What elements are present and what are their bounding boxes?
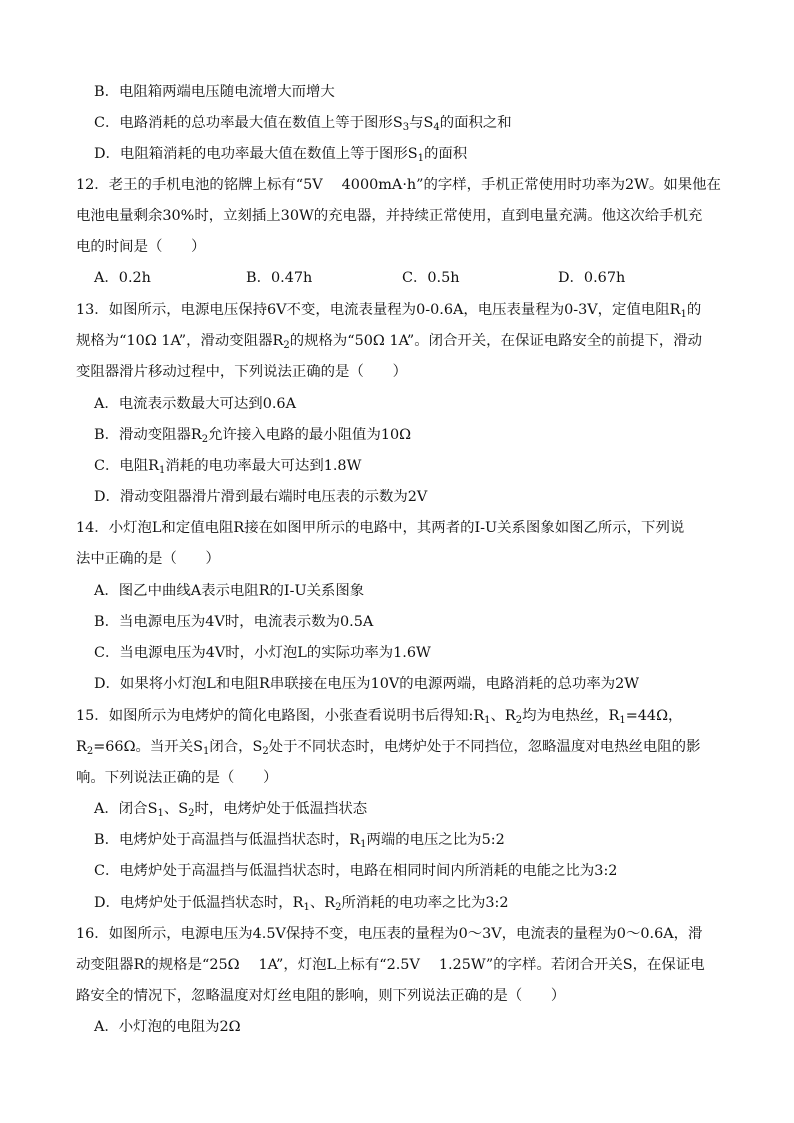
text-line-q12-l1 (76, 175, 721, 195)
text-line-q12-l3 (76, 237, 206, 257)
text-line-q15d (94, 893, 509, 913)
text-segment: 16．如图所示，电源电压为4.5V保持不变，电压表的量程为0～3V，电流表的量程为0～0.6A，滑 (76, 926, 703, 942)
subscript: 1 (619, 715, 626, 726)
text-segment: B．电阻箱两端电压随电流增大而增大 (94, 84, 335, 100)
subscript: 2 (283, 340, 290, 351)
text-line-q12-l2 (76, 206, 702, 226)
text-segment: A．电流表示数最大可达到0.6A (94, 396, 296, 412)
text-line-q16-l1 (76, 924, 702, 944)
text-segment: 所消耗的电功率之比为3:2 (341, 895, 509, 911)
text-segment: 12．老王的手机电池的铭牌上标有“5V 4000mA·h”的字样，手机正常使用时功率为2W。如果他在 (76, 177, 721, 193)
text-line-q15a (94, 799, 367, 819)
text-segment: 、R (490, 708, 516, 724)
text-line-q15c (94, 861, 617, 881)
text-segment: 两端的电压之比为5:2 (366, 832, 505, 848)
text-line-q13-l2 (76, 331, 702, 351)
text-segment: 响。下列说法正确的是（ ） (76, 770, 278, 786)
text-segment: 法中正确的是（ ） (76, 551, 220, 567)
text-segment: D．滑动变阻器滑片滑到最右端时电压表的示数为2V (94, 489, 428, 505)
text-segment: 变阻器滑片移动过程中，下列说法正确的是（ ） (76, 364, 407, 380)
subscript: 2 (201, 434, 209, 445)
text-line-q11c (94, 113, 512, 133)
text-segment: 均为电热丝，R (522, 708, 620, 724)
text-segment: 动变阻器R的规格是“25Ω 1A”，灯泡L上标有“2.5V 1.25W”的字样。若闭合开关S，在保证电 (76, 957, 705, 973)
text-segment: C．电阻R (94, 458, 160, 474)
text-segment: 的面积之和 (439, 115, 512, 131)
text-segment: 14．小灯泡L和定值电阻R接在如图甲所示的电路中，其两者的I-U关系图象如图乙所示，下列说 (76, 520, 685, 536)
text-line-q13a (94, 394, 296, 414)
text-segment: 、S (163, 801, 189, 817)
subscript: 1 (157, 808, 164, 819)
text-segment: A．闭合S (94, 801, 158, 817)
text-segment: 规格为“10Ω 1A”，滑动变阻器R (76, 333, 284, 349)
text-segment: 允许接入电路的最小阻值为10Ω (208, 427, 412, 443)
subscript: 1 (360, 839, 367, 850)
text-line-q15b (94, 830, 505, 850)
text-line-q11b (94, 82, 335, 102)
text-line-q13b (94, 425, 411, 445)
text-segment: =44Ω， (625, 708, 683, 724)
text-line-q15-l2 (76, 737, 700, 757)
subscript: 2 (188, 808, 195, 819)
text-segment: A．图乙中曲线A表示电阻R的I-U关系图象 (94, 583, 365, 599)
q12-option-c: C．0.5h (402, 270, 460, 286)
text-line-q14a (94, 581, 364, 601)
text-segment: 的面积 (423, 146, 468, 162)
text-line-q14-l1 (76, 518, 684, 538)
text-segment: D．如果将小灯泡L和电阻R串联接在电压为10V的电源两端，电路消耗的总功率为2W (94, 676, 640, 692)
text-segment: 闭合，S (209, 739, 263, 755)
text-segment: B．滑动变阻器R (94, 427, 202, 443)
subscript: 1 (417, 153, 424, 164)
subscript: 1 (159, 465, 166, 476)
text-segment: 的 (686, 302, 702, 318)
text-line-q16a (94, 1017, 241, 1037)
text-line-q14-l2 (76, 549, 220, 569)
subscript: 2 (335, 902, 342, 913)
text-line-q13d (94, 487, 427, 507)
text-line-q14c (94, 643, 431, 663)
subscript: 1 (202, 746, 210, 757)
text-line-q16-l2 (76, 955, 705, 975)
text-segment: D．电阻箱消耗的电功率最大值在数值上等于图形S (94, 146, 418, 162)
q12-option-d: D．0.67h (558, 270, 626, 286)
subscript: 1 (484, 715, 491, 726)
text-segment: 时，电烤炉处于低温挡状态 (194, 801, 368, 817)
subscript: 1 (680, 309, 687, 320)
text-line-q11d (94, 144, 467, 164)
text-line-q15-l1 (76, 706, 682, 726)
text-segment: =66Ω。当开关S (93, 739, 203, 755)
text-segment: 13．如图所示，电源电压保持6V不变，电流表量程为0-0.6A，电压表量程为0-3V，定值电阻R (76, 302, 681, 318)
text-segment: 电池电量剩余30%时，立刻插上30W的充电器，并持续正常使用，直到电量充满。他这次给手机充 (76, 208, 703, 224)
text-line-q14d (94, 674, 639, 694)
text-line-q13c (94, 456, 361, 476)
subscript: 1 (303, 902, 310, 913)
subscript: 2 (515, 715, 523, 726)
text-segment: 处于不同状态时，电烤炉处于不同挡位，忽略温度对电热丝电阻的影 (268, 739, 701, 755)
text-line-q14b (94, 612, 373, 632)
subscript: 4 (433, 122, 440, 133)
q12-option-b: B．0.47h (246, 270, 313, 286)
text-line-q15-l3 (76, 768, 277, 788)
text-line-q13-l1 (76, 300, 701, 320)
text-segment: C．当电源电压为4V时，小灯泡L的实际功率为1.6W (94, 645, 431, 661)
subscript: 3 (402, 122, 410, 133)
subscript: 2 (86, 746, 94, 757)
text-segment: B．当电源电压为4V时，电流表示数为0.5A (94, 614, 374, 630)
text-line-q16-l3 (76, 986, 565, 1006)
text-segment: C．电烤炉处于高温挡与低温挡状态时，电路在相同时间内所消耗的电能之比为3:2 (94, 863, 618, 879)
text-segment: A．小灯泡的电阻为2Ω (94, 1019, 241, 1035)
subscript: 2 (262, 746, 269, 757)
text-segment: C．电路消耗的总功率最大值在数值上等于图形S (94, 115, 403, 131)
text-segment: 路安全的情况下，忽略温度对灯丝电阻的影响，则下列说法正确的是（ ） (76, 988, 566, 1004)
text-segment: B．电烤炉处于高温挡与低温挡状态时，R (94, 832, 361, 848)
text-segment: 电的时间是（ ） (76, 239, 206, 255)
q12-option-a: A．0.2h (94, 270, 151, 286)
text-segment: 、R (309, 895, 336, 911)
text-segment: D．电烤炉处于低温挡状态时，R (94, 895, 304, 911)
text-line-q13-l3 (76, 362, 407, 382)
text-segment: 与S (409, 115, 434, 131)
text-segment: 15．如图所示为电烤炉的简化电路图，小张查看说明书后得知:R (76, 708, 485, 724)
text-segment: R (76, 739, 87, 755)
text-segment: 的规格为“50Ω 1A”。闭合开关，在保证电路安全的前提下，滑动 (289, 333, 703, 349)
text-segment: 消耗的电功率最大可达到1.8W (165, 458, 362, 474)
